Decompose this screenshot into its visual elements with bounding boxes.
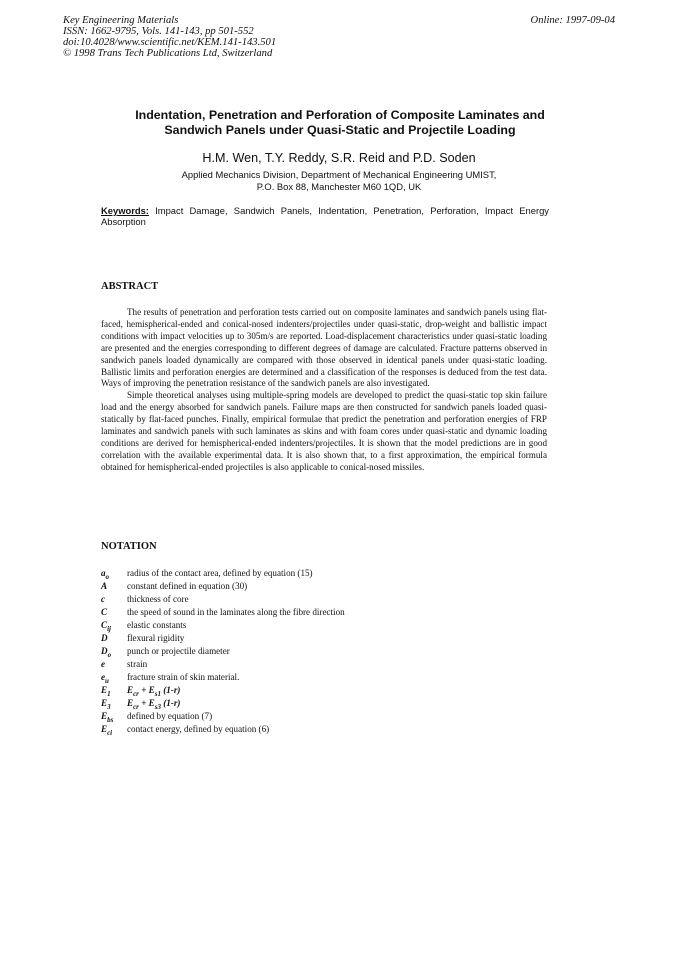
notation-definition: fracture strain of skin material. <box>127 672 240 682</box>
notation-symbol: $e_u$ <box>101 672 109 685</box>
notation-symbol: $E_{bs}$ <box>101 711 114 724</box>
copyright-line: © 1998 Trans Tech Publications Ltd, Switzerland <box>63 48 273 59</box>
notation-symbol: A <box>101 581 108 591</box>
affiliation-line-2: P.O. Box 88, Manchester M60 1QD, UK <box>256 181 422 192</box>
notation-definition: the speed of sound in the laminates along the fibre direction <box>127 607 345 617</box>
journal-name: Key Engineering Materials <box>63 15 179 26</box>
notation-definition: defined by equation (7) <box>127 711 213 721</box>
notation-symbol: D <box>101 633 108 643</box>
authors: H.M. Wen, T.Y. Reddy, S.R. Reid and P.D. Soden <box>202 151 476 165</box>
abstract-body <box>101 307 547 474</box>
notation-symbol: $C_{ij}$ <box>101 620 111 633</box>
notation-heading: NOTATION <box>101 541 157 552</box>
notation-definition: radius of the contact area, defined by equation (15) <box>127 568 313 578</box>
notation-symbol: c <box>101 594 106 604</box>
notation-row <box>101 671 547 684</box>
keywords-label: Keywords: <box>101 205 149 216</box>
journal-header <box>63 15 276 59</box>
notation-row <box>101 723 547 736</box>
notation-definition: constant defined in equation (30) <box>127 581 248 591</box>
abstract-paragraph-1: The results of penetration and perforation tests carried out on composite laminates and sandwich panels using flat-faced, hemispherical-ended and conical-nosed indenters/projectiles under quasi-static, drop-weight and ballistic impact conditions with impact velocities up to 305m/s are reported. Load-displacement characteristics under quasi-static loading are presented and the energies corresponding to different degrees of damage are calculated. Fracture patterns observed in sandwich panels loaded dynamically are compared with those observed in identical panels under quasi-static loading. Ballistic limits and perforation energies are determined and a classification of the responses is deduced from the test data. Ways of improving the penetration resistance of the sandwich panels are also investigated. <box>101 307 547 389</box>
keywords-text: Impact Damage, Sandwich Panels, Indentation, Penetration, Perforation, Impact Energy Absorption <box>101 205 549 227</box>
notation-definition: $E_{cr} + E_{s1}$ (1-r) <box>127 685 181 698</box>
issn-line: ISSN: 1662-9795, Vols. 141-143, pp 501-552 <box>63 26 254 37</box>
paper-title <box>90 108 590 138</box>
notation-definition: flexural rigidity <box>127 633 185 643</box>
abstract-paragraph-2: Simple theoretical analyses using multiple-spring models are developed to predict the quasi-static top skin failure load and the energy absorbed for sandwich panels. Failure maps are then constructed for sandwich panels loaded quasi-statically by flat-faced punches. Finally, empirical formulae that predict the penetration and perforation energies of FRP laminates and sandwich panels with such laminates as skins and with foam cores under quasi-static and dynamic loading conditions are derived for hemispherical-ended indenters/projectiles. It is shown that the model predictions are in good correlation with the available experimental data. It is also shown that, to a first approximation, the empirical formula obtained for hemispherical-ended projectiles is also applicable to conical-nosed missiles. <box>101 390 547 472</box>
notation-row <box>101 593 547 606</box>
notation-definition: strain <box>127 659 148 669</box>
affiliation-line-1: Applied Mechanics Division, Department of Mechanical Engineering UMIST, <box>181 169 497 180</box>
notation-definition: contact energy, defined by equation (6) <box>127 724 270 734</box>
notation-row <box>101 658 547 671</box>
doi-line: doi:10.4028/www.scientific.net/KEM.141-143.501 <box>63 37 277 48</box>
notation-symbol: C <box>101 607 108 617</box>
title-line-1: Indentation, Penetration and Perforation of Composite Laminates and <box>135 108 545 122</box>
notation-symbol: $E_1$ <box>101 685 111 698</box>
notation-row <box>101 619 547 632</box>
notation-symbol: e <box>101 659 106 669</box>
affiliation <box>0 169 678 193</box>
notation-row <box>101 645 547 658</box>
notation-row <box>101 710 547 723</box>
keywords <box>101 205 549 227</box>
notation-definition: thickness of core <box>127 594 189 604</box>
notation-row <box>101 580 547 593</box>
notation-list <box>101 567 547 736</box>
notation-symbol: $a_o$ <box>101 568 110 581</box>
notation-row <box>101 684 547 697</box>
online-date: Online: 1997-09-04 <box>530 15 615 26</box>
notation-symbol: $E_3$ <box>101 698 111 711</box>
notation-definition: $E_{cr} + E_{s3}$ (1-r) <box>127 698 181 711</box>
notation-row <box>101 606 547 619</box>
notation-row <box>101 632 547 645</box>
notation-symbol: $E_{ci}$ <box>101 724 113 737</box>
notation-symbol: $D_o$ <box>101 646 112 659</box>
abstract-heading: ABSTRACT <box>101 281 159 292</box>
notation-definition: elastic constants <box>127 620 187 630</box>
notation-row <box>101 697 547 710</box>
title-line-2: Sandwich Panels under Quasi-Static and Projectile Loading <box>164 123 516 137</box>
notation-definition: punch or projectile diameter <box>127 646 230 656</box>
notation-row <box>101 567 547 580</box>
